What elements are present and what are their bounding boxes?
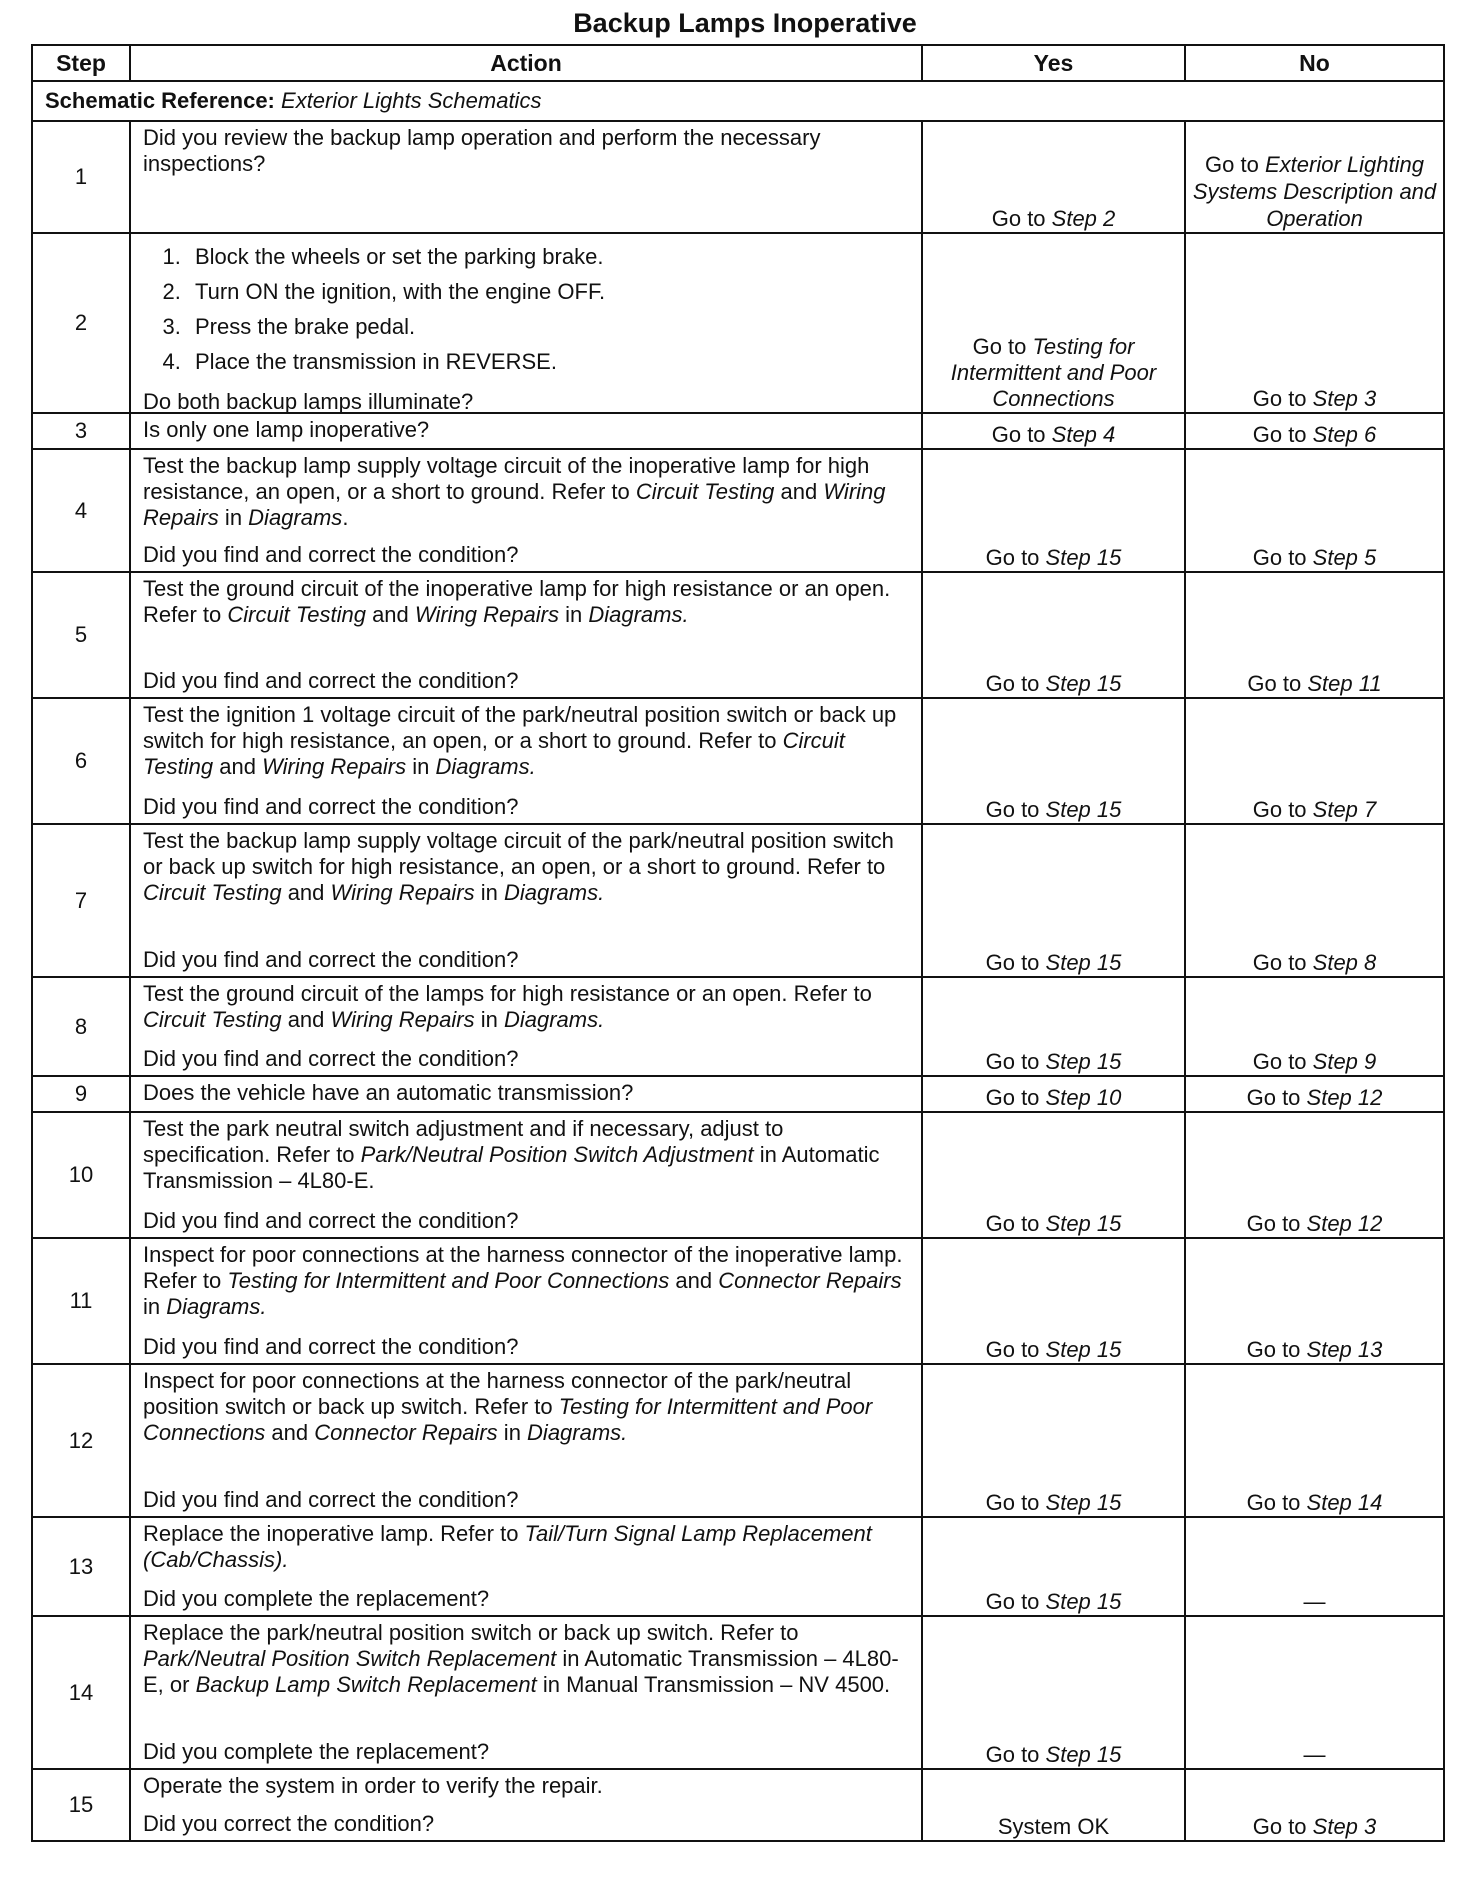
substep-item: 3. Press the brake pedal. [187,309,909,344]
step-number: 14 [32,1616,130,1769]
table-row [32,1616,1444,1769]
action-question: Did you find and correct the condition? [143,542,519,567]
yes-outcome-prefix: Go to [985,1211,1046,1236]
substep-item: 4. Place the transmission in REVERSE. [187,344,909,379]
action-cell [130,824,922,977]
no-outcome-prefix: Go to [1252,797,1313,822]
action-instructions: Test the ignition 1 voltage circuit of the park/neutral position switch or back up switch for high resistance, an open, or a short to ground. Refer to Circuit Testing and Wiring Repairs in Diagrams. [143,702,897,779]
yes-outcome-reference: Step 15 [1045,1490,1122,1515]
no-outcome-prefix: Go to [1252,422,1313,447]
yes-outcome-prefix: Go to [985,1589,1046,1614]
no-outcome-prefix: Go to [1205,152,1265,177]
action-instructions: Is only one lamp inoperative? [143,417,430,442]
diagnostic-table [31,44,1445,1842]
no-outcome [1185,413,1444,449]
action-instructions: Test the backup lamp supply voltage circuit of the park/neutral position switch or back up switch for high resistance, an open, or a short to ground. Refer to Circuit Testing and Wiring Repairs in Diagrams. [143,828,894,905]
action-cell [130,572,922,698]
no-outcome-prefix: Go to [1246,1337,1307,1362]
action-instructions: Operate the system in order to verify the repair. [143,1773,603,1798]
yes-outcome-prefix: Go to [985,545,1046,570]
no-outcome-reference: Step 12 [1306,1085,1383,1110]
yes-outcome [922,121,1185,233]
action-content [131,1365,921,1516]
no-outcome-reference: Step 13 [1306,1337,1383,1362]
action-content [131,1077,921,1111]
schematic-reference [32,81,1444,121]
yes-outcome-prefix: Go to [991,206,1052,231]
no-outcome-reference: Step 6 [1312,422,1377,447]
no-outcome [1185,1112,1444,1238]
yes-outcome-text: System OK [997,1814,1110,1839]
yes-outcome-reference: Step 15 [1045,950,1122,975]
action-content [131,573,921,697]
action-cell [130,413,922,449]
action-cell [130,977,922,1076]
action-instructions: Inspect for poor connections at the harness connector of the inoperative lamp. Refer to Testing for Intermittent and Poor Connections and Connector Repairs in Diagrams. [143,1242,903,1319]
yes-outcome [922,1112,1185,1238]
yes-outcome-reference: Step 2 [1051,206,1116,231]
step-number: 11 [32,1238,130,1364]
step-number: 5 [32,572,130,698]
action-instructions: Inspect for poor connections at the harness connector of the park/neutral position switch or back up switch. Refer to Testing for Intermittent and Poor Connections and Connector Repairs in Diagrams. [143,1368,873,1445]
yes-outcome [922,977,1185,1076]
action-content [131,1239,921,1363]
action-content [131,699,921,823]
no-outcome [1185,1076,1444,1112]
yes-outcome-prefix: Go to [985,671,1046,696]
action-cell [130,1616,922,1769]
action-instructions: Test the ground circuit of the lamps for high resistance or an open. Refer to Circuit Testing and Wiring Repairs in Diagrams. [143,981,872,1032]
yes-outcome [922,572,1185,698]
yes-outcome-reference: Step 15 [1045,797,1122,822]
substep-item: 1. Block the wheels or set the parking brake. [187,239,909,274]
action-question: Did you find and correct the condition? [143,1208,519,1233]
step-number: 15 [32,1769,130,1841]
step-number: 6 [32,698,130,824]
yes-outcome-reference: Step 15 [1045,1211,1122,1236]
table-row [32,824,1444,977]
action-question: Did you find and correct the condition? [143,668,519,693]
action-question: Did you correct the condition? [143,1811,435,1836]
action-content [131,1113,921,1237]
table-row [32,1112,1444,1238]
no-outcome-reference: Step 3 [1312,386,1377,411]
table-row [32,572,1444,698]
action-content [131,825,921,976]
table-row [32,1769,1444,1841]
yes-outcome [922,1616,1185,1769]
no-outcome-reference: Exterior Lighting Systems Description and Operation [1192,152,1437,231]
action-instructions [143,237,909,383]
yes-outcome-prefix: Go to [972,334,1033,359]
no-outcome [1185,1238,1444,1364]
step-number: 1 [32,121,130,233]
action-content [131,1770,921,1840]
action-content [131,414,921,448]
action-content [131,1518,921,1615]
step-number: 3 [32,413,130,449]
step-number: 7 [32,824,130,977]
action-question: Did you find and correct the condition? [143,1046,519,1071]
action-cell [130,1112,922,1238]
table-row [32,413,1444,449]
table-row [32,449,1444,572]
table-row [32,1517,1444,1616]
yes-outcome [922,1517,1185,1616]
no-outcome [1185,1769,1444,1841]
action-instructions: Test the park neutral switch adjustment and if necessary, adjust to specification. Refer to Park/Neutral Position Switch Adjustment in Automatic Transmission – 4L80-E. [143,1116,880,1193]
action-question: Did you find and correct the condition? [143,794,519,819]
header-row [32,45,1444,81]
yes-outcome [922,1769,1185,1841]
no-outcome-reference: Step 3 [1312,1814,1377,1839]
no-outcome-prefix: Go to [1252,1049,1313,1074]
action-instructions: Test the backup lamp supply voltage circuit of the inoperative lamp for high resistance, an open, or a short to ground. Refer to Circuit Testing and Wiring Repairs in Diagrams. [143,453,886,530]
header-action: Action [130,45,922,81]
action-instructions: Does the vehicle have an automatic transmission? [143,1080,634,1105]
table-row [32,121,1444,233]
yes-outcome-prefix: Go to [985,797,1046,822]
yes-outcome [922,413,1185,449]
yes-outcome [922,1364,1185,1517]
action-question: Did you complete the replacement? [143,1586,490,1611]
no-outcome [1185,233,1444,413]
yes-outcome-reference: Testing for Intermittent and Poor Connections [950,334,1157,411]
no-outcome [1185,1364,1444,1517]
no-outcome [1185,1616,1444,1769]
action-question: Do both backup lamps illuminate? [143,389,474,414]
yes-outcome-prefix: Go to [985,1049,1046,1074]
no-outcome-dash: — [1303,1589,1326,1614]
table-row [32,977,1444,1076]
no-outcome-reference: Step 5 [1312,545,1377,570]
no-outcome-prefix: Go to [1252,950,1313,975]
table-row [32,1076,1444,1112]
yes-outcome-prefix: Go to [985,1337,1046,1362]
action-content [131,122,921,232]
yes-outcome-prefix: Go to [985,1085,1046,1110]
yes-outcome-reference: Step 15 [1045,1337,1122,1362]
no-outcome [1185,698,1444,824]
action-cell [130,1769,922,1841]
no-outcome-prefix: Go to [1246,1085,1307,1110]
yes-outcome-prefix: Go to [985,950,1046,975]
action-cell [130,1238,922,1364]
yes-outcome-reference: Step 4 [1051,422,1116,447]
step-number: 13 [32,1517,130,1616]
yes-outcome [922,233,1185,413]
no-outcome-reference: Step 7 [1312,797,1377,822]
step-number: 10 [32,1112,130,1238]
yes-outcome [922,1238,1185,1364]
table-row [32,1364,1444,1517]
no-outcome-reference: Step 12 [1306,1211,1383,1236]
table-row [32,1238,1444,1364]
action-cell [130,233,922,413]
no-outcome-reference: Step 14 [1306,1490,1383,1515]
yes-outcome-reference: Step 15 [1045,1742,1122,1767]
table-row [32,233,1444,413]
substep-list [143,239,909,379]
no-outcome-prefix: Go to [1246,1211,1307,1236]
yes-outcome-reference: Step 10 [1045,1085,1122,1110]
substep-item: 2. Turn ON the ignition, with the engine OFF. [187,274,909,309]
no-outcome-prefix: Go to [1252,386,1313,411]
action-cell [130,449,922,572]
action-content [131,450,921,571]
yes-outcome-reference: Step 15 [1045,671,1122,696]
action-cell [130,1364,922,1517]
schematic-reference-label: Schematic Reference: [45,88,275,113]
action-question: Did you complete the replacement? [143,1739,490,1764]
no-outcome [1185,977,1444,1076]
header-no: No [1185,45,1444,81]
no-outcome-prefix: Go to [1252,1814,1313,1839]
step-number: 2 [32,233,130,413]
action-cell [130,698,922,824]
step-number: 9 [32,1076,130,1112]
no-outcome-prefix: Go to [1246,1490,1307,1515]
action-instructions: Replace the park/neutral position switch or back up switch. Refer to Park/Neutral Position Switch Replacement in Automatic Transmission – 4L80-E, or Backup Lamp Switch Replacement in Manual Transmission – NV 4500. [143,1620,899,1697]
action-instructions: Did you review the backup lamp operation and perform the necessary inspections? [143,125,821,176]
action-content [131,978,921,1075]
no-outcome-dash: — [1303,1742,1326,1767]
schematic-reference-value: Exterior Lights Schematics [281,88,542,113]
step-number: 12 [32,1364,130,1517]
action-cell [130,1076,922,1112]
yes-outcome [922,449,1185,572]
no-outcome-prefix: Go to [1252,545,1313,570]
step-number: 8 [32,977,130,1076]
yes-outcome [922,698,1185,824]
yes-outcome-reference: Step 15 [1045,1589,1122,1614]
no-outcome [1185,449,1444,572]
no-outcome [1185,572,1444,698]
action-question: Did you find and correct the condition? [143,947,519,972]
yes-outcome-prefix: Go to [985,1490,1046,1515]
schematic-reference-row [32,81,1444,121]
action-content [131,234,921,412]
no-outcome [1185,121,1444,233]
header-step: Step [32,45,130,81]
action-instructions: Test the ground circuit of the inoperative lamp for high resistance or an open. Refer to Circuit Testing and Wiring Repairs in Diagrams. [143,576,891,627]
page-title: Backup Lamps Inoperative [573,8,917,38]
yes-outcome [922,824,1185,977]
no-outcome-reference: Step 9 [1312,1049,1377,1074]
yes-outcome-reference: Step 15 [1045,1049,1122,1074]
yes-outcome-reference: Step 15 [1045,545,1122,570]
no-outcome [1185,824,1444,977]
table-row [32,698,1444,824]
action-question: Did you find and correct the condition? [143,1487,519,1512]
action-instructions: Replace the inoperative lamp. Refer to Tail/Turn Signal Lamp Replacement (Cab/Chassis). [143,1521,872,1572]
no-outcome-reference: Step 8 [1312,950,1377,975]
no-outcome-prefix: Go to [1247,671,1308,696]
yes-outcome [922,1076,1185,1112]
action-question: Did you find and correct the condition? [143,1334,519,1359]
action-cell [130,1517,922,1616]
no-outcome-reference: Step 11 [1307,671,1382,696]
action-content [131,1617,921,1768]
step-number: 4 [32,449,130,572]
header-yes: Yes [922,45,1185,81]
yes-outcome-prefix: Go to [991,422,1052,447]
action-cell [130,121,922,233]
yes-outcome-prefix: Go to [985,1742,1046,1767]
no-outcome [1185,1517,1444,1616]
